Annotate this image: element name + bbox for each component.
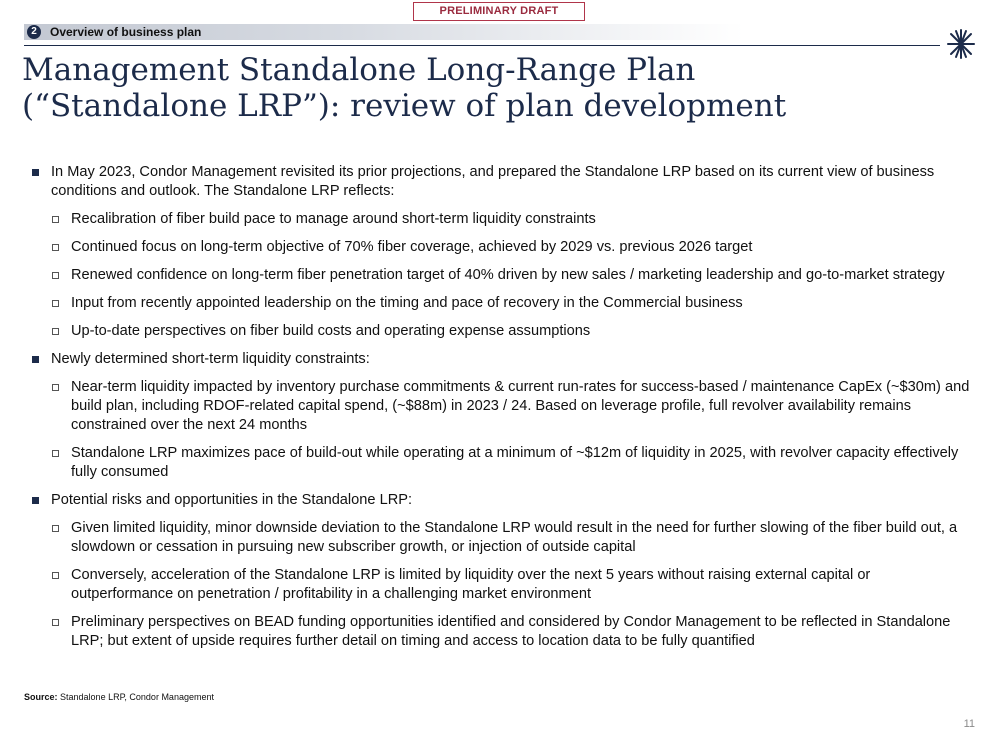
sub-bullet-text: Near-term liquidity impacted by inventory purchase commitments & current run-rates for success-based / maintenance CapEx (~$30m) and build plan, including RDOF-related capital spend, (~$88m) in 2023 / 24. Based on leverage profile, full revolver availability remains constrained over the next 24 months [71,379,970,433]
bullet-text: Newly determined short-term liquidity constraints: [51,351,370,367]
hollow-square-bullet-icon [52,328,59,335]
square-bullet-icon [32,497,39,504]
sub-bullet-item [30,294,970,313]
sub-bullet-text: Up-to-date perspectives on fiber build costs and operating expense assumptions [71,323,591,339]
hollow-square-bullet-icon [52,572,59,579]
section-label: Overview of business plan [50,25,202,39]
page-title-line-2: (“Standalone LRP”): review of plan development [22,88,787,124]
asterisk-logo-icon [945,26,977,62]
page-title-line-1: Management Standalone Long-Range Plan [22,52,696,88]
page-title [22,52,922,124]
sub-bullet-item [30,444,970,482]
square-bullet-icon [32,356,39,363]
square-bullet-icon [32,169,39,176]
source-text: Standalone LRP, Condor Management [60,692,214,702]
sub-bullet-text: Input from recently appointed leadership on the timing and pace of recovery in the Commercial business [71,295,743,311]
section-header [24,24,744,40]
hollow-square-bullet-icon [52,384,59,391]
hollow-square-bullet-icon [52,619,59,626]
hollow-square-bullet-icon [52,300,59,307]
bullet-item [30,163,970,201]
sub-bullet-text: Standalone LRP maximizes pace of build-out while operating at a minimum of ~$12m of liquidity in 2025, with revolver capacity effectively fully consumed [71,445,959,480]
preliminary-draft-banner: PRELIMINARY DRAFT [413,2,585,21]
bullet-list [30,163,970,660]
page-number: 11 [963,718,975,730]
sub-bullet-text: Given limited liquidity, minor downside deviation to the Standalone LRP would result in the need for further slowing of the fiber build out, a slowdown or cessation in pursuing new subscriber growth, or injection of outside capital [71,520,958,555]
sub-bullet-text: Conversely, acceleration of the Standalone LRP is limited by liquidity over the next 5 years without raising external capital or outperformance on penetration / profitability in a challenging market environment [71,567,871,602]
sub-bullet-item [30,238,970,257]
bullet-item [30,491,970,510]
sub-bullet-text: Preliminary perspectives on BEAD funding opportunities identified and considered by Condor Management to be reflected in Standalone LRP; but extent of upside requires further detail on timing and access to location data to be fully quantified [71,614,951,649]
header-divider [24,45,940,46]
hollow-square-bullet-icon [52,244,59,251]
sub-bullet-item [30,210,970,229]
hollow-square-bullet-icon [52,216,59,223]
bullet-text: Potential risks and opportunities in the Standalone LRP: [51,492,413,508]
sub-bullet-item [30,613,970,651]
section-number-badge: 2 [27,25,41,39]
bullet-item [30,350,970,369]
sub-bullet-item [30,566,970,604]
sub-bullet-text: Continued focus on long-term objective of 70% fiber coverage, achieved by 2029 vs. previous 2026 target [71,239,753,255]
hollow-square-bullet-icon [52,525,59,532]
sub-bullet-item [30,266,970,285]
source-note [24,692,214,702]
sub-bullet-text: Renewed confidence on long-term fiber penetration target of 40% driven by new sales / marketing leadership and go-to-market strategy [71,267,945,283]
sub-bullet-item [30,322,970,341]
bullet-text: In May 2023, Condor Management revisited its prior projections, and prepared the Standalone LRP based on its current view of business conditions and outlook. The Standalone LRP reflects: [51,164,935,199]
sub-bullet-text: Recalibration of fiber build pace to manage around short-term liquidity constraints [71,211,596,227]
sub-bullet-item [30,378,970,435]
hollow-square-bullet-icon [52,450,59,457]
hollow-square-bullet-icon [52,272,59,279]
source-label: Source: [24,692,58,702]
sub-bullet-item [30,519,970,557]
